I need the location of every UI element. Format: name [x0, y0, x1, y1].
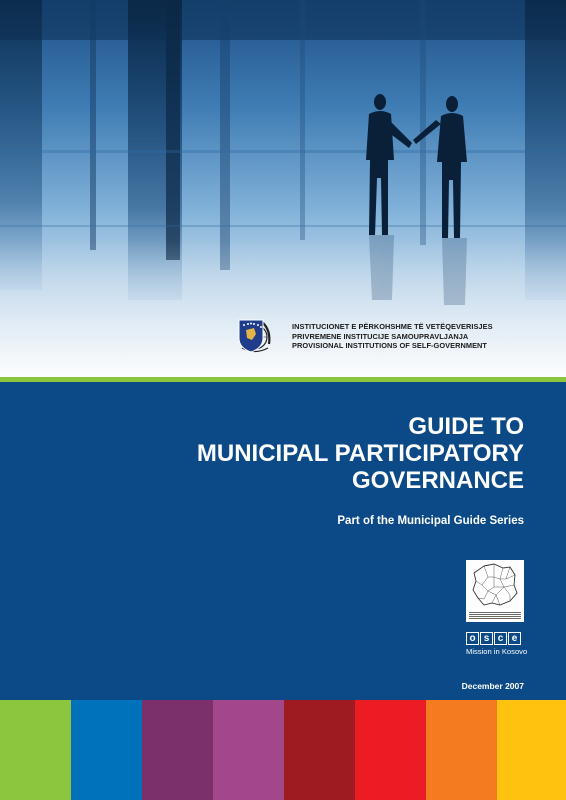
title-line-2: MUNICIPAL PARTICIPATORY	[196, 440, 524, 467]
document-title	[197, 413, 524, 494]
cover-photo	[0, 0, 566, 377]
map-caption	[469, 611, 521, 619]
institution-line-albanian: INSTITUCIONET E PËRKOHSHME TË VETËQEVERISJES	[292, 322, 493, 331]
municipal-map-logo	[466, 560, 524, 622]
osce-letter-e: e	[508, 632, 521, 645]
color-block	[0, 700, 71, 800]
color-block	[142, 700, 213, 800]
institution-line-serbian: PRIVREMENE INSTITUCIJE SAMOUPRAVLJANJA	[292, 331, 469, 341]
color-block	[497, 700, 566, 800]
color-block	[284, 700, 355, 800]
kosovo-crest-icon	[236, 318, 266, 354]
kosovo-map-icon	[470, 563, 520, 607]
color-block	[426, 700, 497, 800]
color-block	[213, 700, 284, 800]
institutions-text	[292, 322, 502, 351]
color-band	[0, 700, 566, 800]
title-line-3: GOVERNANCE	[351, 467, 524, 494]
title-line-1: GUIDE TO	[408, 413, 524, 440]
color-block	[355, 700, 426, 800]
osce-letters	[466, 632, 526, 645]
osce-tagline: Mission in Kosovo	[466, 647, 528, 656]
series-subtitle: Part of the Municipal Guide Series	[337, 515, 524, 527]
osce-letter-s: s	[480, 632, 493, 645]
institution-line-english: PROVISIONAL INSTITUTIONS OF SELF-GOVERNMENT	[292, 341, 487, 351]
osce-letter-c: c	[494, 632, 507, 645]
color-block	[71, 700, 142, 800]
institutions-block	[236, 318, 554, 356]
osce-letter-o: o	[466, 632, 479, 645]
title-panel	[0, 382, 566, 700]
osce-logo	[466, 632, 526, 656]
publication-date: December 2007	[461, 681, 524, 691]
